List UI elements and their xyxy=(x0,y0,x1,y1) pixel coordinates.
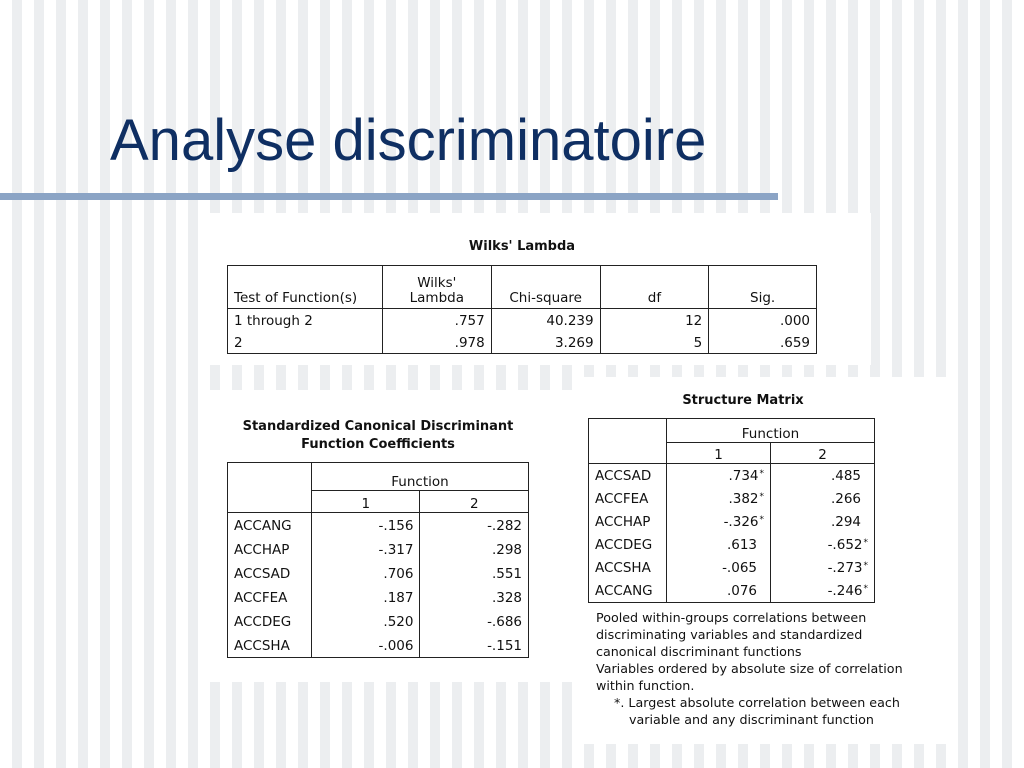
table-row xyxy=(228,633,529,658)
table-row xyxy=(589,510,875,533)
table-cell xyxy=(771,464,875,488)
table-row xyxy=(589,556,875,579)
row-label: ACCDEG xyxy=(228,609,312,633)
table-cell: 40.239 xyxy=(491,309,600,332)
table-cell: -.282 xyxy=(420,513,529,538)
caption-line: Function Coefficients xyxy=(301,437,455,452)
table-row xyxy=(589,533,875,556)
column-header: 1 xyxy=(667,443,771,464)
row-label: ACCSHA xyxy=(228,633,312,658)
column-header: 1 xyxy=(312,491,420,513)
cell-value: .294 xyxy=(830,514,861,530)
cell-value: -.246 xyxy=(827,583,863,599)
table-cell: .706 xyxy=(312,561,420,585)
table-cell: 5 xyxy=(600,331,709,354)
table-row xyxy=(589,464,875,488)
cell-value: .382 xyxy=(728,491,759,507)
structure-matrix-table xyxy=(588,418,875,603)
table-cell: .520 xyxy=(312,609,420,633)
table-cell xyxy=(667,464,771,488)
cell-value: .076 xyxy=(726,583,757,599)
table-cell xyxy=(667,579,771,603)
row-label: ACCSAD xyxy=(589,464,667,488)
wilks-lambda-table xyxy=(227,265,817,354)
coefficients-table xyxy=(227,462,529,658)
column-header-line: Lambda xyxy=(409,290,464,306)
table-header-row xyxy=(589,419,875,443)
cell-value: -.065 xyxy=(722,560,757,576)
function-header: Function xyxy=(667,419,875,443)
footnote-line: canonical discriminant functions xyxy=(596,644,802,659)
row-label: 1 through 2 xyxy=(228,309,383,332)
table-cell: -.686 xyxy=(420,609,529,633)
column-header: 2 xyxy=(420,491,529,513)
largest-correlation-marker: * xyxy=(759,492,764,502)
table-cell: 3.269 xyxy=(491,331,600,354)
footnote-line: within function. xyxy=(596,678,695,693)
cell-value: -.652 xyxy=(827,537,863,553)
column-header: df xyxy=(600,266,709,309)
column-header xyxy=(382,266,491,309)
table-header-row xyxy=(228,266,817,309)
cell-value: .613 xyxy=(726,537,757,553)
table-cell xyxy=(771,556,875,579)
row-label: ACCDEG xyxy=(589,533,667,556)
cell-value: .734 xyxy=(728,468,759,484)
column-header: Test of Function(s) xyxy=(228,266,383,309)
column-header: 2 xyxy=(771,443,875,464)
footnote-line: *. Largest absolute correlation between each xyxy=(614,695,900,710)
table-cell: .659 xyxy=(709,331,817,354)
largest-correlation-marker: * xyxy=(759,515,764,525)
table-cell: .757 xyxy=(382,309,491,332)
table-row xyxy=(228,331,817,354)
row-label: 2 xyxy=(228,331,383,354)
column-header: Sig. xyxy=(709,266,817,309)
largest-correlation-marker: * xyxy=(759,469,764,479)
cell-value: -.273 xyxy=(827,560,863,576)
row-label: ACCANG xyxy=(228,513,312,538)
function-header: Function xyxy=(312,463,529,491)
table-row xyxy=(228,609,529,633)
stub-header xyxy=(589,419,667,464)
table-cell xyxy=(667,556,771,579)
table-row xyxy=(589,487,875,510)
table-cell xyxy=(771,579,875,603)
table-cell: -.317 xyxy=(312,537,420,561)
table-cell: .000 xyxy=(709,309,817,332)
column-header-line: Wilks' xyxy=(417,275,457,291)
table-row xyxy=(228,561,529,585)
row-label: ACCHAP xyxy=(228,537,312,561)
structure-matrix-footnotes xyxy=(596,609,941,728)
footnote-line: Pooled within-groups correlations between xyxy=(596,610,867,625)
table-cell: .978 xyxy=(382,331,491,354)
row-label: ACCHAP xyxy=(589,510,667,533)
row-label: ACCSHA xyxy=(589,556,667,579)
row-label: ACCFEA xyxy=(228,585,312,609)
table-cell xyxy=(667,533,771,556)
wilks-lambda-caption: Wilks' Lambda xyxy=(468,239,576,254)
largest-correlation-marker: * xyxy=(863,538,868,548)
structure-matrix-caption: Structure Matrix xyxy=(682,393,804,408)
title-divider xyxy=(0,193,778,200)
coefficients-caption xyxy=(227,418,529,454)
table-cell xyxy=(771,487,875,510)
row-label: ACCSAD xyxy=(228,561,312,585)
table-row xyxy=(228,537,529,561)
table-row xyxy=(589,579,875,603)
table-cell xyxy=(667,510,771,533)
table-cell xyxy=(771,510,875,533)
table-cell: -.156 xyxy=(312,513,420,538)
largest-correlation-marker: * xyxy=(863,561,868,571)
caption-line: Standardized Canonical Discriminant xyxy=(242,419,514,434)
footnote-line: variable and any discriminant function xyxy=(629,712,874,727)
largest-correlation-marker: * xyxy=(863,584,868,594)
table-header-row xyxy=(228,463,529,491)
footnote-line: Variables ordered by absolute size of correlation xyxy=(596,661,903,676)
cell-value: -.326 xyxy=(723,514,759,530)
table-cell: .328 xyxy=(420,585,529,609)
slide-title: Analyse discriminatoire xyxy=(110,108,707,173)
table-cell: 12 xyxy=(600,309,709,332)
table-cell xyxy=(771,533,875,556)
table-cell: .187 xyxy=(312,585,420,609)
table-cell: -.006 xyxy=(312,633,420,658)
table-row xyxy=(228,513,529,538)
table-row xyxy=(228,585,529,609)
table-cell xyxy=(667,487,771,510)
cell-value: .485 xyxy=(830,468,861,484)
row-label: ACCFEA xyxy=(589,487,667,510)
stub-header xyxy=(228,463,312,513)
row-label: ACCANG xyxy=(589,579,667,603)
column-header: Chi-square xyxy=(491,266,600,309)
cell-value: .266 xyxy=(830,491,861,507)
footnote-line: discriminating variables and standardized xyxy=(596,627,863,642)
table-row xyxy=(228,309,817,332)
table-cell: -.151 xyxy=(420,633,529,658)
table-cell: .551 xyxy=(420,561,529,585)
table-cell: .298 xyxy=(420,537,529,561)
